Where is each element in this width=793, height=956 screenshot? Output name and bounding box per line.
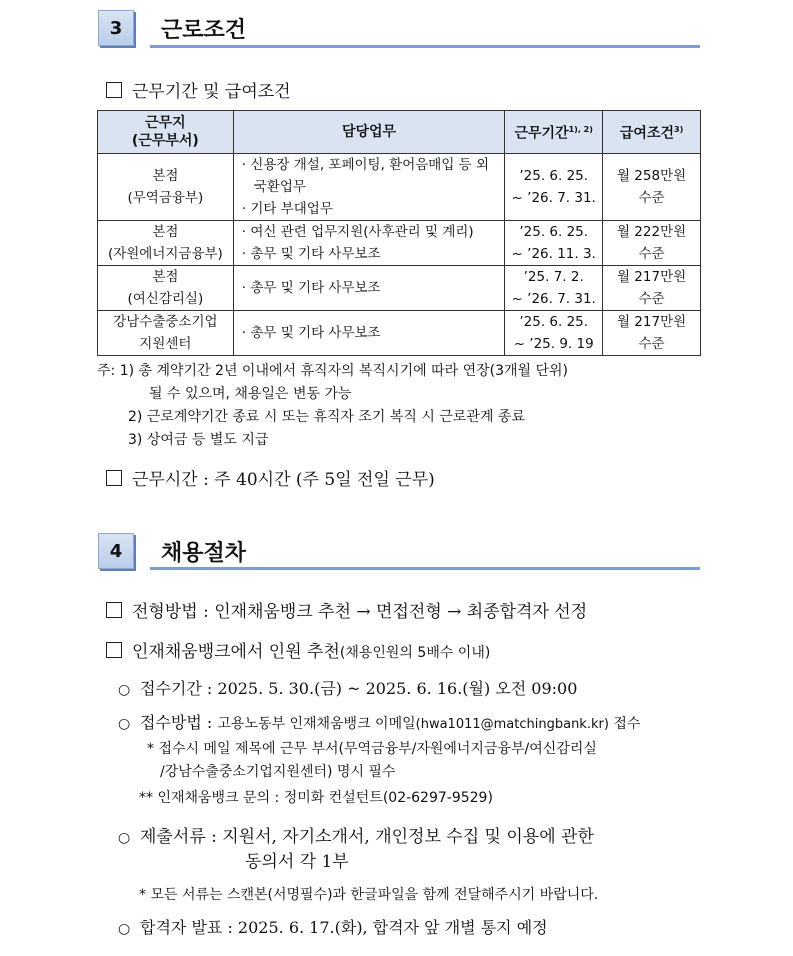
cell-period: [505, 221, 603, 266]
note-1a: [97, 360, 568, 380]
period-start: ’25. 6. 25.: [519, 224, 589, 240]
circle-bullet-icon: ○: [118, 921, 131, 937]
work-hours-line: [106, 465, 435, 490]
period-end: ~ ’26. 11. 3.: [511, 246, 596, 262]
cell-location-sub: (무역금융부): [127, 190, 204, 206]
cell-period: [505, 154, 603, 221]
pay-level: 수준: [638, 190, 665, 206]
period-end: ~ ’26. 7. 31.: [511, 190, 596, 206]
method-text: 고용노동부 인재채움뱅크 이메일: [217, 716, 416, 732]
method-tail: 접수: [608, 716, 641, 732]
recommend-line: [106, 637, 490, 662]
note-2: 2) 근로계약기간 종료 시 또는 휴직자 조기 복직 시 근로관계 종료: [128, 409, 525, 425]
period-end: ~ ’25. 9. 19: [513, 336, 594, 352]
header-location-text: 근무지: [145, 115, 186, 131]
note-3: 3) 상여금 등 별도 지급: [128, 432, 269, 448]
table-row: [98, 221, 701, 266]
cell-location-sub: (자원에너지금융부): [107, 246, 223, 262]
period-start: ’25. 6. 25.: [519, 314, 589, 330]
duty-item: · 총무 및 기타 사무보조: [241, 280, 381, 296]
cell-location: [98, 154, 234, 221]
method-note-1b: /강남수출중소기업지원센터) 명시 필수: [160, 764, 396, 780]
period-start: ’25. 6. 25.: [519, 168, 589, 184]
cell-duty: [233, 154, 505, 221]
pay-level: 수준: [638, 336, 665, 352]
announce-line: [118, 915, 548, 938]
docs-line-a: [118, 822, 594, 847]
pay-level: 수준: [638, 291, 665, 307]
cell-period: [505, 311, 603, 356]
cell-location-sub: 지원센터: [139, 336, 192, 352]
process-text: 전형방법 : 인재채움뱅크 추천 → 면접전형 → 최종합격자 선정: [132, 602, 588, 622]
section-number-4: [98, 533, 134, 569]
recommend-paren: (채용인원의 5배수 이내): [339, 645, 491, 661]
note-1b: 될 수 있으며, 채용일은 변동 가능: [149, 386, 352, 402]
work-hours-text: 근무시간 : 주 40시간 (주 5일 전일 근무): [132, 470, 435, 490]
header-period-text: 근무기간: [514, 125, 569, 142]
cell-location: [98, 266, 234, 311]
announce-text: 합격자 발표 : 2025. 6. 17.(화), 합격자 앞 개별 통지 예정: [140, 918, 548, 937]
method-email: (hwa1011@matchingbank.kr): [415, 717, 609, 732]
duty-item: · 총무 및 기타 사무보조: [241, 246, 381, 262]
header-location-sub: (근무부서): [131, 133, 199, 149]
process-line: [106, 597, 587, 622]
checkbox-square-icon: [106, 602, 122, 618]
cell-pay: [603, 154, 701, 221]
method-note-2: ** 인재채움뱅크 문의 : 정미화 컨설턴트(02-6297-9529): [139, 790, 493, 806]
subheading-period-pay: [106, 77, 291, 102]
section-rule-4: [150, 567, 700, 570]
note-prefix: 주: 1): [97, 363, 135, 379]
subheading-period-pay-text: 근무기간 및 급여조건: [132, 82, 291, 102]
cell-location: [98, 311, 234, 356]
docs-note: * 모든 서류는 스캔본(서명필수)과 한글파일을 함께 전달해주시기 바랍니다.: [139, 887, 599, 903]
table-row: [98, 311, 701, 356]
cell-pay: [603, 311, 701, 356]
duty-item: · 여신 관련 업무지원(사후관리 및 계리): [241, 224, 474, 240]
cell-pay: [603, 221, 701, 266]
checkbox-square-icon: [106, 642, 122, 658]
section-number-3-text: 3: [109, 17, 123, 39]
section-rule-3: [150, 45, 700, 48]
period-end: ~ ’26. 7. 31.: [511, 291, 596, 307]
section-number-4-text: 4: [109, 540, 123, 562]
period-line: [118, 676, 577, 699]
cell-location-sub: (여신감리실): [127, 291, 204, 307]
pay-amount: 월 258만원: [616, 168, 687, 184]
method-label: 접수방법 :: [140, 713, 218, 732]
cell-location-main: 본점: [152, 269, 179, 285]
cell-location-main: 본점: [152, 168, 179, 184]
table-header-row: [98, 111, 701, 154]
pay-amount: 월 222만원: [616, 224, 687, 240]
pay-amount: 월 217만원: [616, 314, 687, 330]
header-period-note: 1), 2): [568, 125, 593, 135]
checkbox-square-icon: [106, 82, 122, 98]
cell-pay: [603, 266, 701, 311]
cell-period: [505, 266, 603, 311]
circle-bullet-icon: ○: [118, 682, 131, 698]
cell-location: [98, 221, 234, 266]
duty-item: · 신용장 개설, 포페이팅, 환어음매입 등 외국환업무: [241, 157, 490, 195]
method-note-1a: * 접수시 메일 제목에 근무 부서(무역금융부/자원에너지금융부/여신감리실: [147, 741, 597, 757]
circle-bullet-icon: ○: [118, 716, 131, 732]
cell-duty: [233, 311, 505, 356]
recommend-text: 인재채움뱅크에서 인원 추천: [132, 642, 340, 662]
section-title-4: 채용절차: [161, 541, 247, 566]
table-row: [98, 154, 701, 221]
pay-level: 수준: [638, 246, 665, 262]
period-line-text: 접수기간 : 2025. 5. 30.(금) ~ 2025. 6. 16.(월) 오전 09:00: [140, 679, 578, 698]
cell-location-main: 본점: [152, 224, 179, 240]
work-conditions-table: [97, 110, 701, 356]
pay-amount: 월 217만원: [616, 269, 687, 285]
cell-duty: [233, 221, 505, 266]
cell-location-main: 강남수출중소기업: [113, 314, 218, 330]
header-pay-note: 3): [674, 125, 684, 135]
header-pay-text: 급여조건: [619, 125, 674, 142]
method-line: [118, 710, 640, 733]
section-number-3: [98, 10, 134, 46]
duty-item: · 총무 및 기타 사무보조: [241, 325, 381, 341]
note-1a-text: 총 계약기간 2년 이내에서 휴직자의 복직시기에 따라 연장(3개월 단위): [138, 363, 569, 379]
period-start: ’25. 7. 2.: [523, 269, 584, 285]
duty-item: · 기타 부대업무: [241, 201, 333, 217]
header-period: [505, 111, 603, 154]
checkbox-square-icon: [106, 470, 122, 486]
header-duty: 담당업무: [233, 111, 505, 154]
cell-duty: [233, 266, 505, 311]
docs-line-a-text: 제출서류 : 지원서, 자기소개서, 개인정보 수집 및 이용에 관한: [140, 827, 594, 847]
table-row: [98, 266, 701, 311]
header-pay: [603, 111, 701, 154]
circle-bullet-icon: ○: [118, 830, 131, 846]
docs-line-b: 동의서 각 1부: [245, 852, 349, 872]
section-title-3: 근로조건: [161, 18, 247, 43]
header-location: [98, 111, 234, 154]
